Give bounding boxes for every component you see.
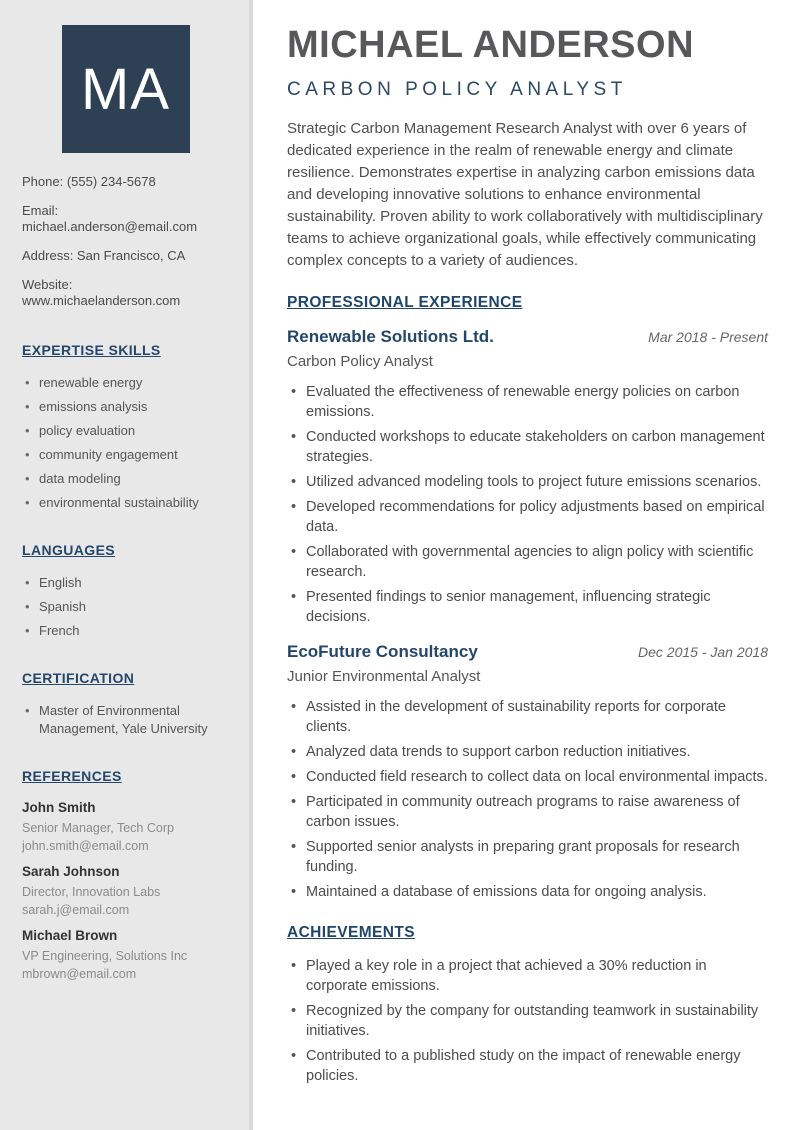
job-bullet: • Assisted in the development of sustainability reports for corporate clients. bbox=[287, 697, 768, 737]
job-header bbox=[287, 327, 768, 347]
reference-email: mbrown@email.com bbox=[22, 967, 137, 981]
languages-list bbox=[22, 574, 229, 640]
reference-title: Director, Innovation Labs bbox=[22, 885, 161, 899]
sidebar bbox=[0, 0, 253, 1130]
skill-item: • emissions analysis bbox=[22, 398, 229, 416]
skills-list bbox=[22, 374, 229, 512]
contact-line: Address: San Francisco, CA bbox=[22, 248, 186, 263]
job-bullet: • Analyzed data trends to support carbon reduction initiatives. bbox=[287, 742, 768, 762]
language-item: • English bbox=[22, 574, 229, 592]
achievement-item: • Contributed to a published study on the impact of renewable energy policies. bbox=[287, 1046, 768, 1086]
job-dates: Mar 2018 - Present bbox=[648, 329, 768, 345]
contact-info bbox=[22, 174, 229, 309]
section-certification bbox=[22, 670, 229, 738]
reference-name: John Smith bbox=[22, 800, 96, 815]
professional-experience-heading: PROFESSIONAL EXPERIENCE bbox=[287, 294, 523, 311]
reference-entry bbox=[22, 864, 229, 919]
language-item: • French bbox=[22, 622, 229, 640]
job-entry-1 bbox=[287, 327, 768, 627]
resume-job-title: CARBON POLICY ANALYST bbox=[287, 79, 627, 100]
resume-name: MICHAEL ANDERSON bbox=[287, 24, 695, 66]
skill-item: • data modeling bbox=[22, 470, 229, 488]
summary-paragraph: Strategic Carbon Management Research Analyst with over 6 years of dedicated experience in the realm of renewable energy and climate resilience. Demonstrates expertise in analyzing carbon emissions data and developing innovative solutions to enhance environmental sustainability. Proven ability to work collaboratively with multidisciplinary teams to achieve organizational goals, while effectively communicating complex concepts to a variety of audiences. bbox=[287, 120, 763, 269]
job-header bbox=[287, 642, 768, 662]
contact-line: Phone: (555) 234-5678 bbox=[22, 174, 156, 189]
certification-list bbox=[22, 702, 229, 738]
reference-entry bbox=[22, 928, 229, 983]
skill-item: • community engagement bbox=[22, 446, 229, 464]
contact-line: Website: www.michaelanderson.com bbox=[22, 277, 181, 308]
certification-item: • Master of Environmental Management, Yale University bbox=[22, 702, 229, 738]
skill-item: • environmental sustainability bbox=[22, 494, 229, 512]
reference-entry bbox=[22, 800, 229, 855]
contact-line: Email: michael.anderson@email.com bbox=[22, 203, 198, 234]
skill-item: • policy evaluation bbox=[22, 422, 229, 440]
certification-heading: CERTIFICATION bbox=[22, 670, 135, 686]
achievements-heading: ACHIEVEMENTS bbox=[287, 924, 415, 941]
language-item: • Spanish bbox=[22, 598, 229, 616]
section-languages bbox=[22, 542, 229, 640]
reference-name: Sarah Johnson bbox=[22, 864, 120, 879]
languages-heading: LANGUAGES bbox=[22, 542, 116, 558]
reference-title: VP Engineering, Solutions Inc bbox=[22, 949, 188, 963]
job-dates: Dec 2015 - Jan 2018 bbox=[638, 644, 768, 660]
avatar-initials: MA bbox=[81, 56, 170, 122]
avatar bbox=[62, 25, 190, 153]
reference-email: john.smith@email.com bbox=[22, 839, 149, 853]
section-references bbox=[22, 768, 229, 983]
job-role: Junior Environmental Analyst bbox=[287, 668, 481, 685]
job-bullet: • Presented findings to senior management, influencing strategic decisions. bbox=[287, 587, 768, 627]
achievement-item: • Played a key role in a project that achieved a 30% reduction in corporate emissions. bbox=[287, 956, 768, 996]
expertise-skills-heading: EXPERTISE SKILLS bbox=[22, 342, 161, 358]
references-list bbox=[22, 800, 229, 983]
achievements-list bbox=[287, 956, 768, 1086]
job-bullet: • Collaborated with governmental agencies to align policy with scientific research. bbox=[287, 542, 768, 582]
job-bullet: • Maintained a database of emissions data for ongoing analysis. bbox=[287, 882, 768, 902]
main-content bbox=[253, 0, 800, 1130]
job-bullet: • Evaluated the effectiveness of renewable energy policies on carbon emissions. bbox=[287, 382, 768, 422]
company-name: EcoFuture Consultancy bbox=[287, 642, 478, 661]
job-bullet: • Supported senior analysts in preparing grant proposals for research funding. bbox=[287, 837, 768, 877]
reference-title: Senior Manager, Tech Corp bbox=[22, 821, 174, 835]
job-bullet: • Conducted workshops to educate stakeholders on carbon management strategies. bbox=[287, 427, 768, 467]
job-bullet: • Utilized advanced modeling tools to project future emissions scenarios. bbox=[287, 472, 768, 492]
job-entry-2 bbox=[287, 642, 768, 902]
achievement-item: • Recognized by the company for outstanding teamwork in sustainability initiatives. bbox=[287, 1001, 768, 1041]
reference-name: Michael Brown bbox=[22, 928, 118, 943]
section-expertise-skills bbox=[22, 342, 229, 512]
job-bullets bbox=[287, 697, 768, 902]
company-name: Renewable Solutions Ltd. bbox=[287, 327, 494, 346]
job-bullet: • Participated in community outreach programs to raise awareness of carbon issues. bbox=[287, 792, 768, 832]
reference-email: sarah.j@email.com bbox=[22, 903, 130, 917]
skill-item: • renewable energy bbox=[22, 374, 229, 392]
references-heading: REFERENCES bbox=[22, 768, 122, 784]
job-bullet: • Conducted field research to collect data on local environmental impacts. bbox=[287, 767, 768, 787]
job-bullet: • Developed recommendations for policy adjustments based on empirical data. bbox=[287, 497, 768, 537]
job-bullets bbox=[287, 382, 768, 627]
job-role: Carbon Policy Analyst bbox=[287, 353, 433, 370]
